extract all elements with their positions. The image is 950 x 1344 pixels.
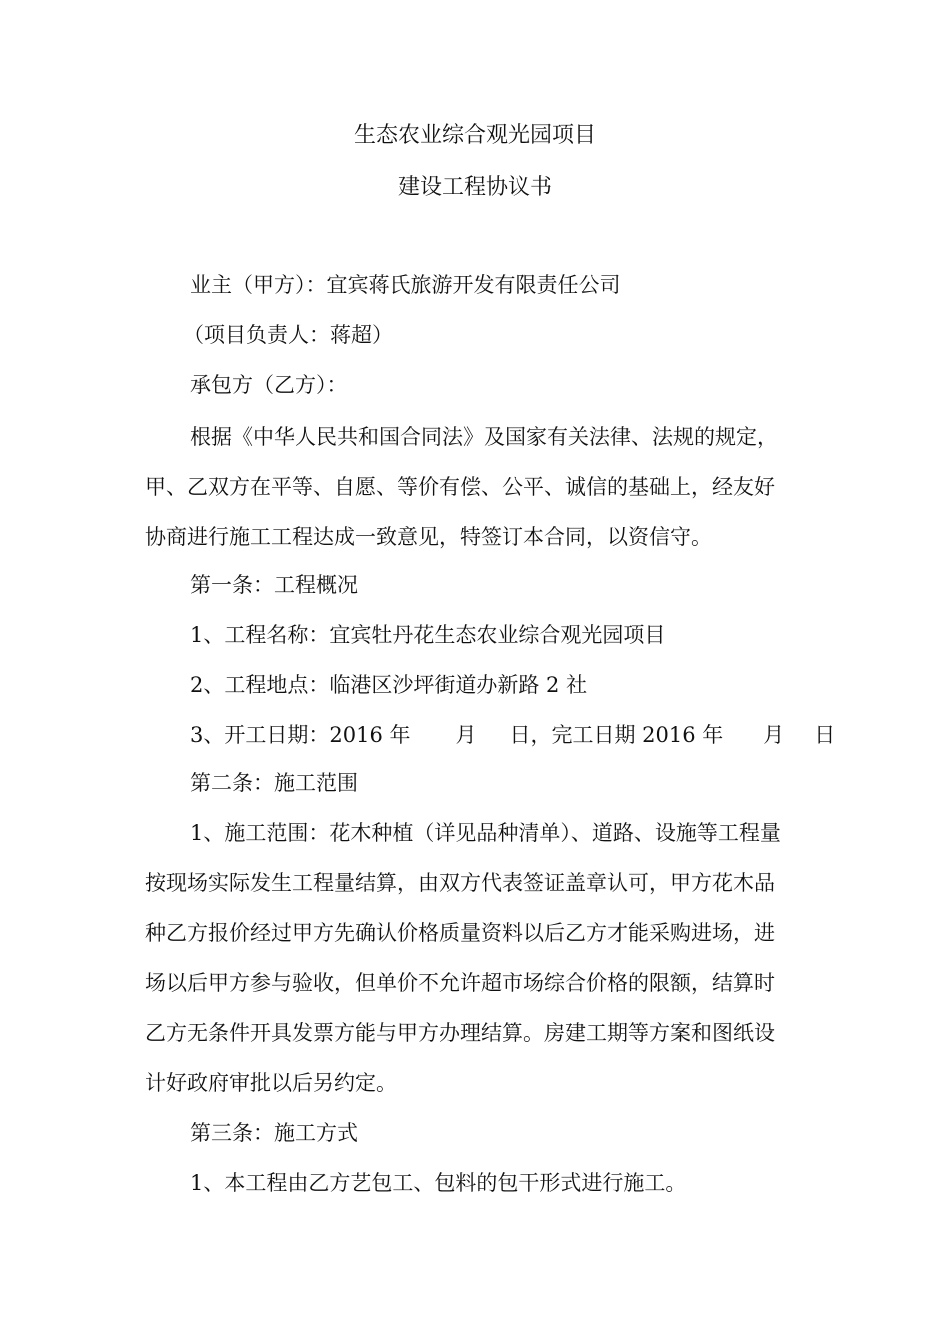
article2-line-1: 1、施工范围：花木种植（详见品种清单）、道路、设施等工程量 xyxy=(190,821,781,845)
article1-heading: 第一条：工程概况 xyxy=(190,573,358,597)
article1-item-2: 2、工程地点：临港区沙坪街道办新路 2 社 xyxy=(190,673,588,697)
article2-line-6: 计好政府审批以后另约定。 xyxy=(145,1071,397,1095)
end-day: 日 xyxy=(814,723,836,747)
article1-item-1: 1、工程名称：宜宾牡丹花生态农业综合观光园项目 xyxy=(190,623,666,647)
article3-heading: 第三条：施工方式 xyxy=(190,1121,358,1145)
article2-heading: 第二条：施工范围 xyxy=(190,771,358,795)
article2-line-3: 种乙方报价经过甲方先确认价格质量资料以后乙方才能采购进场，进 xyxy=(145,921,775,945)
preamble-line-1: 根据《中华人民共和国合同法》及国家有关法律、法规的规定， xyxy=(190,425,778,449)
document-title-line2: 建设工程协议书 xyxy=(397,175,552,200)
start-month: 月 xyxy=(455,723,477,747)
party-a-line: 业主（甲方）：宜宾蒋氏旅游开发有限责任公司 xyxy=(190,273,621,297)
preamble-line-3: 协商进行施工工程达成一致意见，特签订本合同，以资信守。 xyxy=(145,525,712,549)
article2-line-2: 按现场实际发生工程量结算，由双方代表签证盖章认可，甲方花木品 xyxy=(145,871,775,895)
date-prefix: 3、开工日期：2016 年 xyxy=(190,723,411,747)
article3-item-1: 1、本工程由乙方艺包工、包料的包干形式进行施工。 xyxy=(190,1171,687,1195)
article1-item-3-dates xyxy=(190,720,836,750)
article2-line-4: 场以后甲方参与验收，但单价不允许超市场综合价格的限额，结算时 xyxy=(145,971,775,995)
end-month: 月 xyxy=(763,723,785,747)
start-day-and-end-year: 日，完工日期 2016 年 xyxy=(509,723,724,747)
document-title-line1: 生态农业综合观光园项目 xyxy=(353,123,596,148)
party-a-leader-line: （项目负责人：蒋超） xyxy=(183,323,393,347)
party-b-line: 承包方（乙方）： xyxy=(190,373,348,397)
article2-line-5: 乙方无条件开具发票方能与甲方办理结算。房建工期等方案和图纸设 xyxy=(145,1021,775,1045)
preamble-line-2: 甲、乙双方在平等、自愿、等价有偿、公平、诚信的基础上，经友好 xyxy=(145,475,775,499)
